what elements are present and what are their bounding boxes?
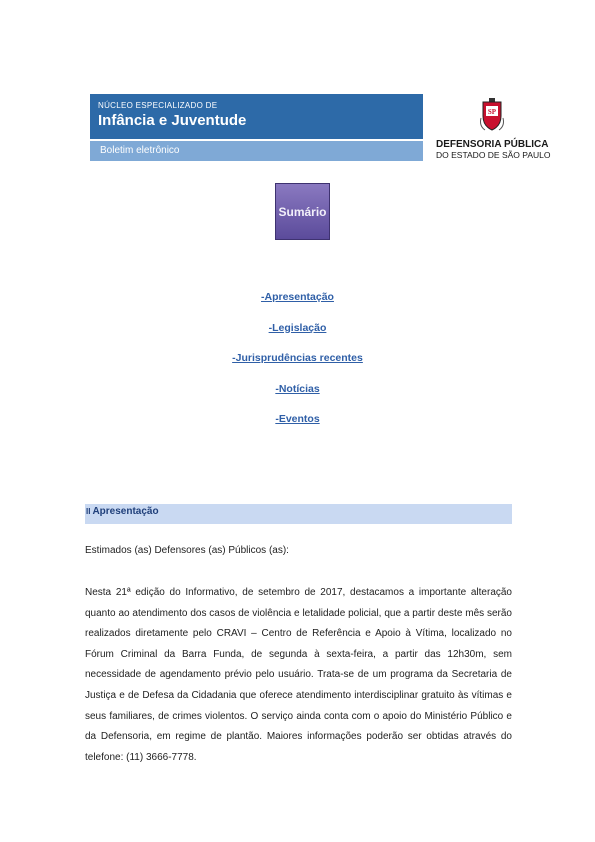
coat-of-arms-icon xyxy=(479,98,505,132)
defensoria-logo xyxy=(436,98,551,162)
toc-link-eventos[interactable]: -Eventos xyxy=(275,413,320,425)
toc-link-noticias[interactable]: -Notícias xyxy=(275,382,320,395)
table-of-contents xyxy=(0,290,595,443)
toc-link-apresentacao[interactable]: -Apresentação xyxy=(261,291,334,303)
logo-subtitle: DO ESTADO DE SÃO PAULO xyxy=(436,150,551,160)
toc-link-legislacao[interactable]: -Legislação xyxy=(268,321,327,334)
greeting-text: Estimados (as) Defensores (as) Públicos (as): xyxy=(85,545,289,556)
toc-link-jurisprudencias[interactable]: -Jurisprudências recentes xyxy=(232,352,363,364)
banner-subtitle: NÚCLEO ESPECIALIZADO DE xyxy=(98,101,218,110)
summary-button[interactable]: Sumário xyxy=(275,183,330,240)
svg-text:SP: SP xyxy=(487,108,497,116)
section-header-apresentacao xyxy=(85,504,512,524)
banner-bottom-label: Boletim eletrônico xyxy=(90,141,423,161)
body-paragraph: Nesta 21ª edição do Informativo, de setembro de 2017, destacamos a importante alteração quanto ao atendimento dos casos de violência e letalidade policial, que a partir deste mês serão realizados diretamente pelo CRAVI – Centro de Referência e Apoio à Vítima, localizado no Fórum Criminal da Barra Funda, de segunda à sexta-feira, a partir das 12h30m, sem necessidade de agendamento prévio pelo usuário. Trata-se de um programa da Secretaria de Justiça e de Defesa da Cidadania que oferece atendimento interdisciplinar gratuito às vítimas e seus familiares, de crimes violentos. O serviço ainda conta com o apoio do Ministério Público e da Defensoria, em regime de plantão. Maiores informações poderão ser obtidas através do telefone: (11) 3666-7778. xyxy=(85,587,512,763)
banner-top xyxy=(90,94,423,139)
banner-title: Infância e Juventude xyxy=(98,112,247,129)
header-banner xyxy=(90,94,423,165)
section-marker: II xyxy=(86,507,91,516)
section-title: Apresentação xyxy=(92,506,159,517)
logo-title: DEFENSORIA PÚBLICA xyxy=(436,139,549,150)
